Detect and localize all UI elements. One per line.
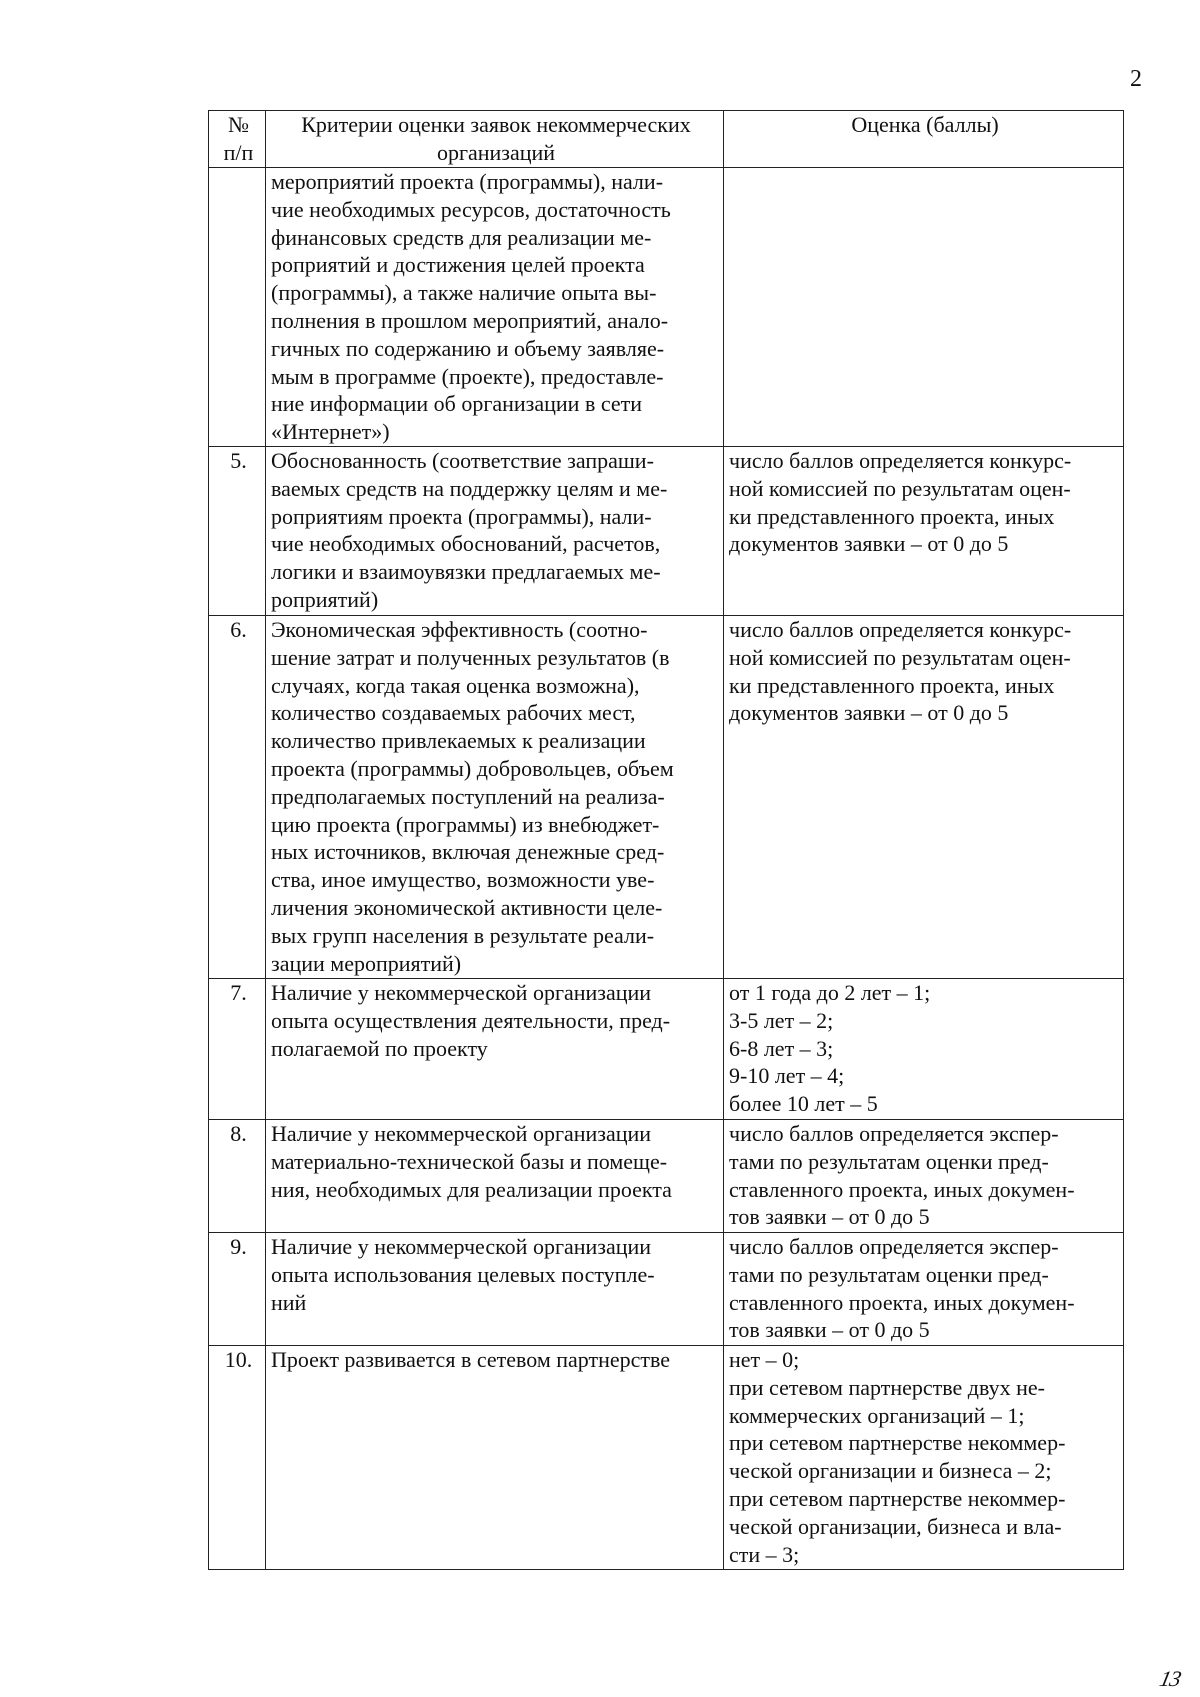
row-score: от 1 года до 2 лет – 1; 3-5 лет – 2; 6-8 лет – 3; 9-10 лет – 4; более 10 лет – 5 — [724, 979, 1124, 1120]
table-row — [209, 979, 1124, 1120]
row-criteria: Проект развивается в сетевом партнерстве — [266, 1346, 724, 1570]
row-score: число баллов определяется экспер- тами по результатам оценки пред- ставленного проекта, иных докумен- тов заявки – от 0 до 5 — [724, 1233, 1124, 1346]
row-criteria: мероприятий проекта (программы), нали- чие необходимых ресурсов, достаточность финансовых средств для реализации ме- роприятий и достижения целей проекта (программы), а также наличие опыта вы- полнения в прошлом мероприятий, анало- гичных по содержанию и объему заявляе- мым в программе (проекте), предоставле- ние информации об организации в сети «Интернет») — [266, 168, 724, 447]
row-criteria: Наличие у некоммерческой организации опыта использования целевых поступле- ний — [266, 1233, 724, 1346]
header-score: Оценка (баллы) — [724, 111, 1124, 168]
row-num: 10. — [209, 1346, 266, 1570]
row-num — [209, 168, 266, 447]
row-num: 6. — [209, 616, 266, 979]
row-num: 5. — [209, 447, 266, 616]
table-row — [209, 616, 1124, 979]
row-score: число баллов определяется экспер- тами по результатам оценки пред- ставленного проекта, иных докумен- тов заявки – от 0 до 5 — [724, 1120, 1124, 1233]
row-num: 8. — [209, 1120, 266, 1233]
table-header-row — [209, 111, 1124, 168]
table-row — [209, 1233, 1124, 1346]
row-score — [724, 168, 1124, 447]
row-num: 7. — [209, 979, 266, 1120]
row-score: нет – 0; при сетевом партнерстве двух не- коммерческих организаций – 1; при сетевом партнерстве некоммер- ческой организации и бизнеса – 2; при сетевом партнерстве некоммер- ческой организации, бизнеса и вла- сти – 3; — [724, 1346, 1124, 1570]
criteria-table — [208, 110, 1124, 1570]
table-row — [209, 168, 1124, 447]
header-criteria: Критерии оценки заявок некоммерческих организаций — [266, 111, 724, 168]
row-criteria: Экономическая эффективность (соотно- шение затрат и полученных результатов (в случаях, когда такая оценка возможна), количество создаваемых рабочих мест, количество привлекаемых к реализации проекта (программы) добровольцев, объем предполагаемых поступлений на реализа- цию проекта (программы) из внебюджет- ных источников, включая денежные сред- ства, иное имущество, возможности уве- личения экономической активности целе- вых групп населения в результате реали- зации мероприятий) — [266, 616, 724, 979]
row-criteria: Наличие у некоммерческой организации опыта осуществления деятельности, пред- полагаемой по проекту — [266, 979, 724, 1120]
page-number: 2 — [1130, 66, 1142, 92]
table-row — [209, 1346, 1124, 1570]
row-score: число баллов определяется конкурс- ной комиссией по результатам оцен- ки представленного проекта, иных документов заявки – от 0 до 5 — [724, 616, 1124, 979]
row-num: 9. — [209, 1233, 266, 1346]
row-criteria: Обоснованность (соответствие запраши- ваемых средств на поддержку целям и ме- роприятиям проекта (программы), нали- чие необходимых обоснований, расчетов, логики и взаимоувязки предлагаемых ме- роприятий) — [266, 447, 724, 616]
handwritten-sheet-number: 13 — [1157, 1666, 1183, 1691]
table-row — [209, 447, 1124, 616]
row-criteria: Наличие у некоммерческой организации материально-технической базы и помеще- ния, необходимых для реализации проекта — [266, 1120, 724, 1233]
row-score: число баллов определяется конкурс- ной комиссией по результатам оцен- ки представленного проекта, иных документов заявки – от 0 до 5 — [724, 447, 1124, 616]
header-num: № п/п — [209, 111, 266, 168]
table-row — [209, 1120, 1124, 1233]
